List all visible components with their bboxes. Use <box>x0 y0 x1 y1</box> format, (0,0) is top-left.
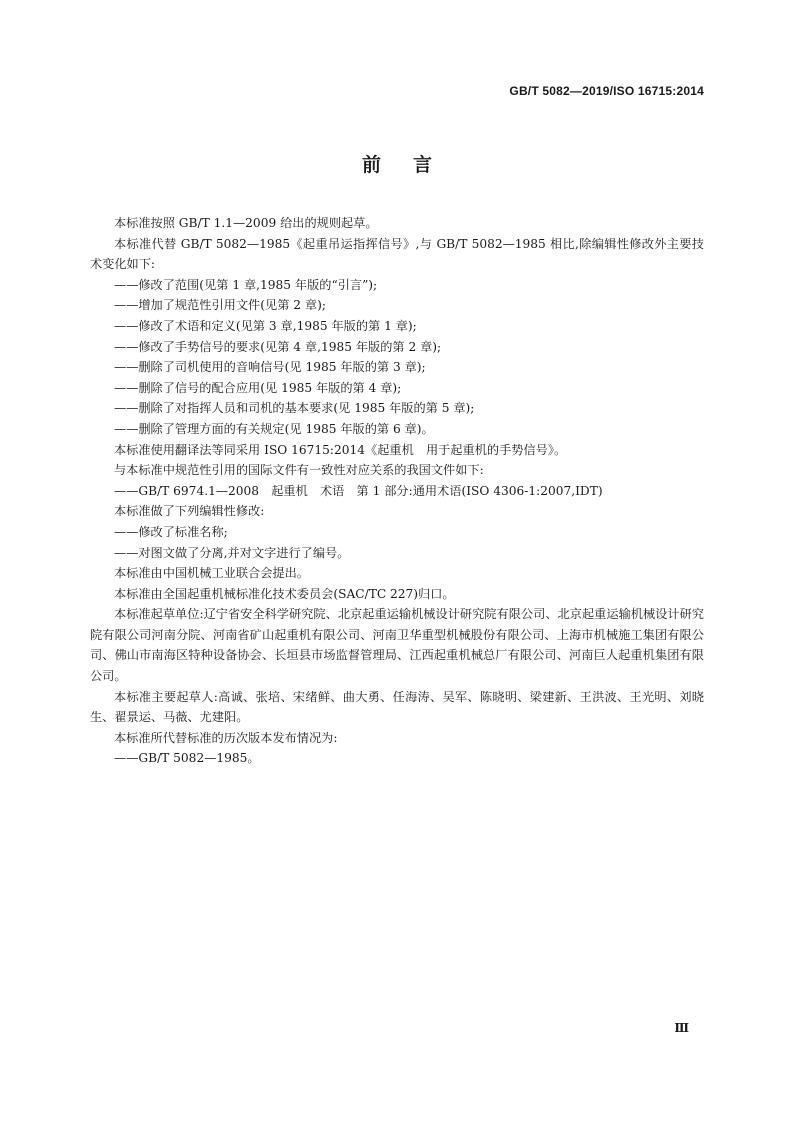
paragraph: 本标准起草单位:辽宁省安全科学研究院、北京起重运输机械设计研究院有限公司、北京起重运输机械设计研究院有限公司河南分院、河南省矿山起重机有限公司、河南卫华重型机械股份有限公司、上海市机械施工集团有限公司、佛山市南海区特种设备协会、长垣县市场监督管理局、江西起重机械总厂有限公司、河南巨人起重机集团有限公司。 <box>90 607 704 684</box>
list-item: ——修改了范围(见第 1 章,1985 年版的“引言”); <box>114 277 378 292</box>
paragraph: 本标准主要起草人:高诚、张培、宋绪鲜、曲大勇、任海涛、吴军、陈晓明、梁建新、王洪波、王光明、刘晓生、翟景运、马薇、尤建阳。 <box>90 689 704 725</box>
paragraph: 本标准所代替标准的历次版本发布情况为: <box>114 730 338 745</box>
paragraph: 本标准由全国起重机械标准化技术委员会(SAC/TC 227)归口。 <box>114 586 455 601</box>
paragraph: 本标准使用翻译法等同采用 ISO 16715:2014《起重机 用于起重机的手势信号》。 <box>114 442 567 457</box>
page-title: 前言 <box>361 154 464 176</box>
list-item: ——修改了手势信号的要求(见第 4 章,1985 年版的第 2 章); <box>114 339 442 354</box>
list-item: ——删除了对指挥人员和司机的基本要求(见 1985 年版的第 5 章); <box>114 401 475 416</box>
standard-number: GB/T 5082—2019/ISO 16715:2014 <box>509 84 704 98</box>
list-item: ——修改了术语和定义(见第 3 章,1985 年版的第 1 章); <box>114 318 417 333</box>
list-item: ——删除了司机使用的音响信号(见 1985 年版的第 3 章); <box>114 360 426 375</box>
paragraph: 与本标准中规范性引用的国际文件有一致性对应关系的我国文件如下: <box>114 463 484 478</box>
list-item: ——对图文做了分离,并对文字进行了编号。 <box>114 545 350 560</box>
list-item: ——修改了标准名称; <box>114 524 228 539</box>
paragraph: 本标准按照 GB/T 1.1—2009 给出的规则起草。 <box>114 216 378 230</box>
list-item: ——GB/T 6974.1—2008 起重机 术语 第 1 部分:通用术语(ISO 4306-1:2007,IDT) <box>114 483 603 498</box>
list-item: ——删除了信号的配合应用(见 1985 年版的第 4 章); <box>114 380 402 395</box>
page-number: Ⅲ <box>674 1021 689 1035</box>
paragraph: 本标准由中国机械工业联合会提出。 <box>114 566 309 581</box>
list-item: ——删除了管理方面的有关规定(见 1985 年版的第 6 章)。 <box>114 421 434 436</box>
paragraph: 本标准代替 GB/T 5082—1985《起重吊运指挥信号》,与 GB/T 5082—1985 相比,除编辑性修改外主要技术变化如下: <box>90 236 704 272</box>
paragraph: 本标准做了下列编辑性修改: <box>114 504 265 519</box>
foreword-body <box>90 213 704 769</box>
list-item: ——增加了规范性引用文件(见第 2 章); <box>114 298 326 313</box>
list-item: ——GB/T 5082—1985。 <box>114 751 260 766</box>
